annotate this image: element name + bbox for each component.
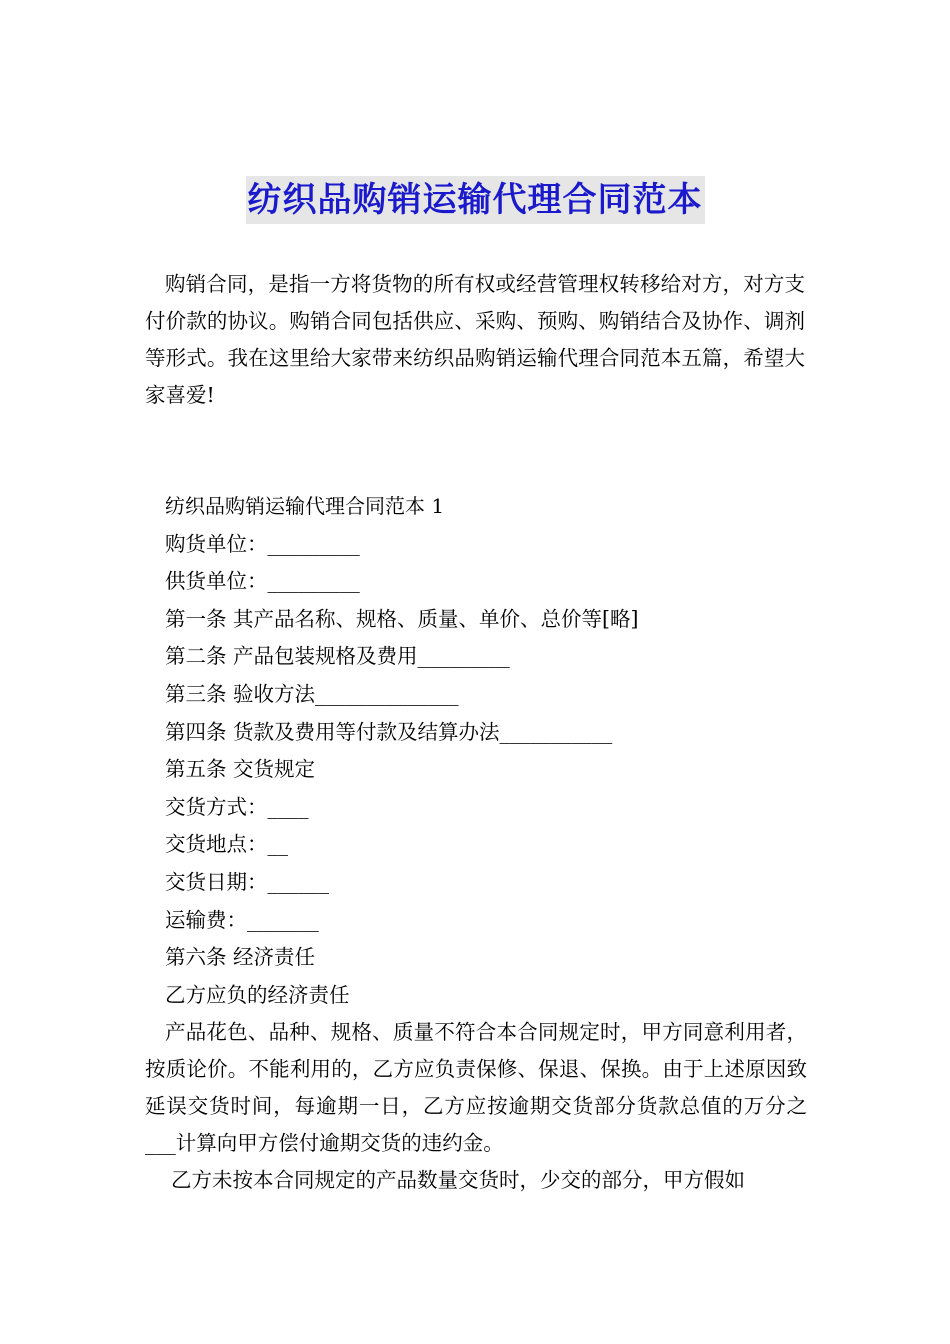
contract-body (145, 488, 807, 1199)
supplier-unit-line: 供货单位：_________ (165, 569, 360, 594)
article-2: 第二条 产品包装规格及费用_________ (165, 644, 510, 669)
shipping-fee-line: 运输费：_______ (165, 907, 319, 932)
title-container (0, 176, 950, 224)
delivery-location-line: 交货地点：__ (165, 832, 288, 857)
liability-paragraph-2: 乙方未按本合同规定的产品数量交货时，少交的部分，甲方假如 (171, 1168, 745, 1193)
intro-paragraph: 购销合同，是指一方将货物的所有权或经营管理权转移给对方，对方支付价款的协议。购销合同包括供应、采购、预购、购销结合及协作、调剂等形式。我在这里给大家带来纺织品购销运输代理合同范本五篇，希望大家喜爱! (145, 272, 805, 407)
delivery-date-line: 交货日期：______ (165, 869, 329, 894)
article-4: 第四条 货款及费用等付款及结算办法___________ (165, 719, 613, 744)
party-b-liability-heading: 乙方应负的经济责任 (165, 982, 350, 1007)
article-5: 第五条 交货规定 (165, 757, 316, 782)
contract-heading: 纺织品购销运输代理合同范本 1 (165, 494, 445, 518)
article-6: 第六条 经济责任 (165, 945, 316, 970)
delivery-method-line: 交货方式：____ (165, 794, 309, 819)
liability-paragraph-1: 产品花色、品种、规格、质量不符合本合同规定时，甲方同意利用者，按质论价。不能利用的，乙方应负责保修、保退、保换。由于上述原因致延误交货时间，每逾期一日，乙方应按逾期交货部分货款总值的万分之___计算向甲方偿付逾期交货的违约金。 (145, 1020, 807, 1156)
article-3: 第三条 验收方法______________ (165, 681, 459, 706)
article-1: 第一条 其产品名称、规格、质量、单价、总价等[略] (165, 606, 639, 631)
document-title: 纺织品购销运输代理合同范本 (246, 176, 705, 224)
buyer-unit-line: 购货单位：_________ (165, 531, 360, 556)
